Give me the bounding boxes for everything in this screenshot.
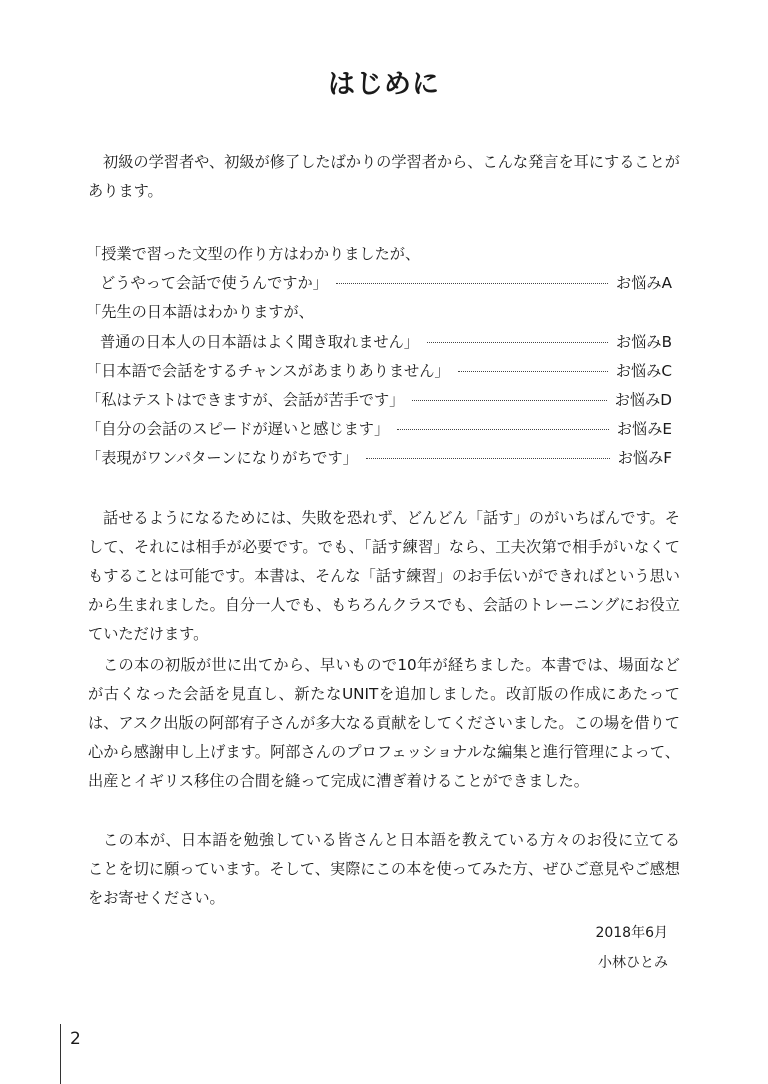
worry-item-e	[86, 415, 672, 444]
worry-c-line-1: 「日本語で会話をするチャンスがあまりありません」	[86, 361, 450, 380]
worry-f-label: お悩みF	[617, 449, 672, 468]
body-paragraph-3	[88, 651, 680, 796]
intro-text: 初級の学習者や、初級が修了したばかりの学習者から、こんな発言を耳にすることがあります。	[88, 153, 680, 200]
worry-item-a	[86, 240, 672, 298]
signature-date: 2018年6月	[595, 925, 668, 941]
worry-item-b	[86, 298, 672, 356]
dot-leader	[427, 342, 608, 343]
worry-item-c	[86, 357, 672, 386]
page-title: はじめに	[328, 69, 440, 100]
dot-leader	[412, 400, 606, 401]
worry-b-line-2: 普通の日本人の日本語はよく聞き取れません」	[100, 332, 419, 351]
worry-e-line-1: 「自分の会話のスピードが遅いと感じます」	[86, 420, 390, 439]
worry-b-line-1: 「先生の日本語はわかりますが、	[86, 303, 314, 322]
worry-f-line-1: 「表現がワンパターンになりがちです」	[86, 449, 358, 468]
dot-leader	[336, 283, 608, 284]
worry-c-label: お悩みC	[615, 361, 672, 380]
worry-b-label: お悩みB	[616, 332, 672, 351]
dot-leader	[397, 429, 609, 430]
worry-d-line-1: 「私はテストはできますが、会話が苦手です」	[86, 390, 405, 409]
dot-leader	[458, 371, 608, 372]
paragraph-2-text: 話せるようになるためには、失敗を恐れず、どんどん「話す」のがいちばんです。そして、それには相手が必要です。でも、「話す練習」なら、工夫次第で相手がいなくてもすることは可能です。本書は、そんな「話す練習」のお手伝いができればという思いから生まれました。自分一人でも、もちろんクラスでも、会話のトレーニングにお役立ていただけます。	[88, 509, 680, 643]
worry-a-label: お悩みA	[616, 274, 672, 293]
worry-d-label: お悩みD	[614, 390, 672, 409]
dot-leader	[366, 458, 610, 459]
worry-a-line-2: どうやって会話で使うんですか」	[100, 274, 328, 293]
paragraph-4-text: この本が、日本語を勉強している皆さんと日本語を教えている方々のお役に立てることを切に願っています。そして、実際にこの本を使ってみた方、ぜひご意見やご感想をお寄せください。	[88, 831, 680, 907]
worry-item-f	[86, 444, 672, 473]
body-paragraph-2	[88, 504, 680, 649]
worry-item-d	[86, 386, 672, 415]
intro-paragraph	[88, 148, 680, 206]
worry-a-line-1: 「授業で習った文型の作り方はわかりましたが、	[86, 245, 421, 263]
page-number: 2	[70, 1029, 81, 1049]
paragraph-3-text: この本の初版が世に出てから、早いもので10年が経ちました。本書では、場面などが古くなった会話を見直し、新たなUNITを追加しました。改訂版の作成にあたっては、アスク出版の阿部宥子さんが多大なる貢献をしてくださいました。この場を借りて心から感謝申し上げます。阿部さんのプロフェッショナルな編集と進行管理によって、出産とイギリス移住の合間を縫って完成に漕ぎ着けることができました。	[88, 656, 680, 790]
signature-author: 小林ひとみ	[598, 955, 668, 971]
worries-list	[86, 240, 672, 474]
signature-block	[595, 918, 668, 978]
worry-e-label: お悩みE	[616, 420, 672, 439]
body-paragraph-4	[88, 826, 680, 913]
page-number-rule	[60, 1024, 61, 1084]
